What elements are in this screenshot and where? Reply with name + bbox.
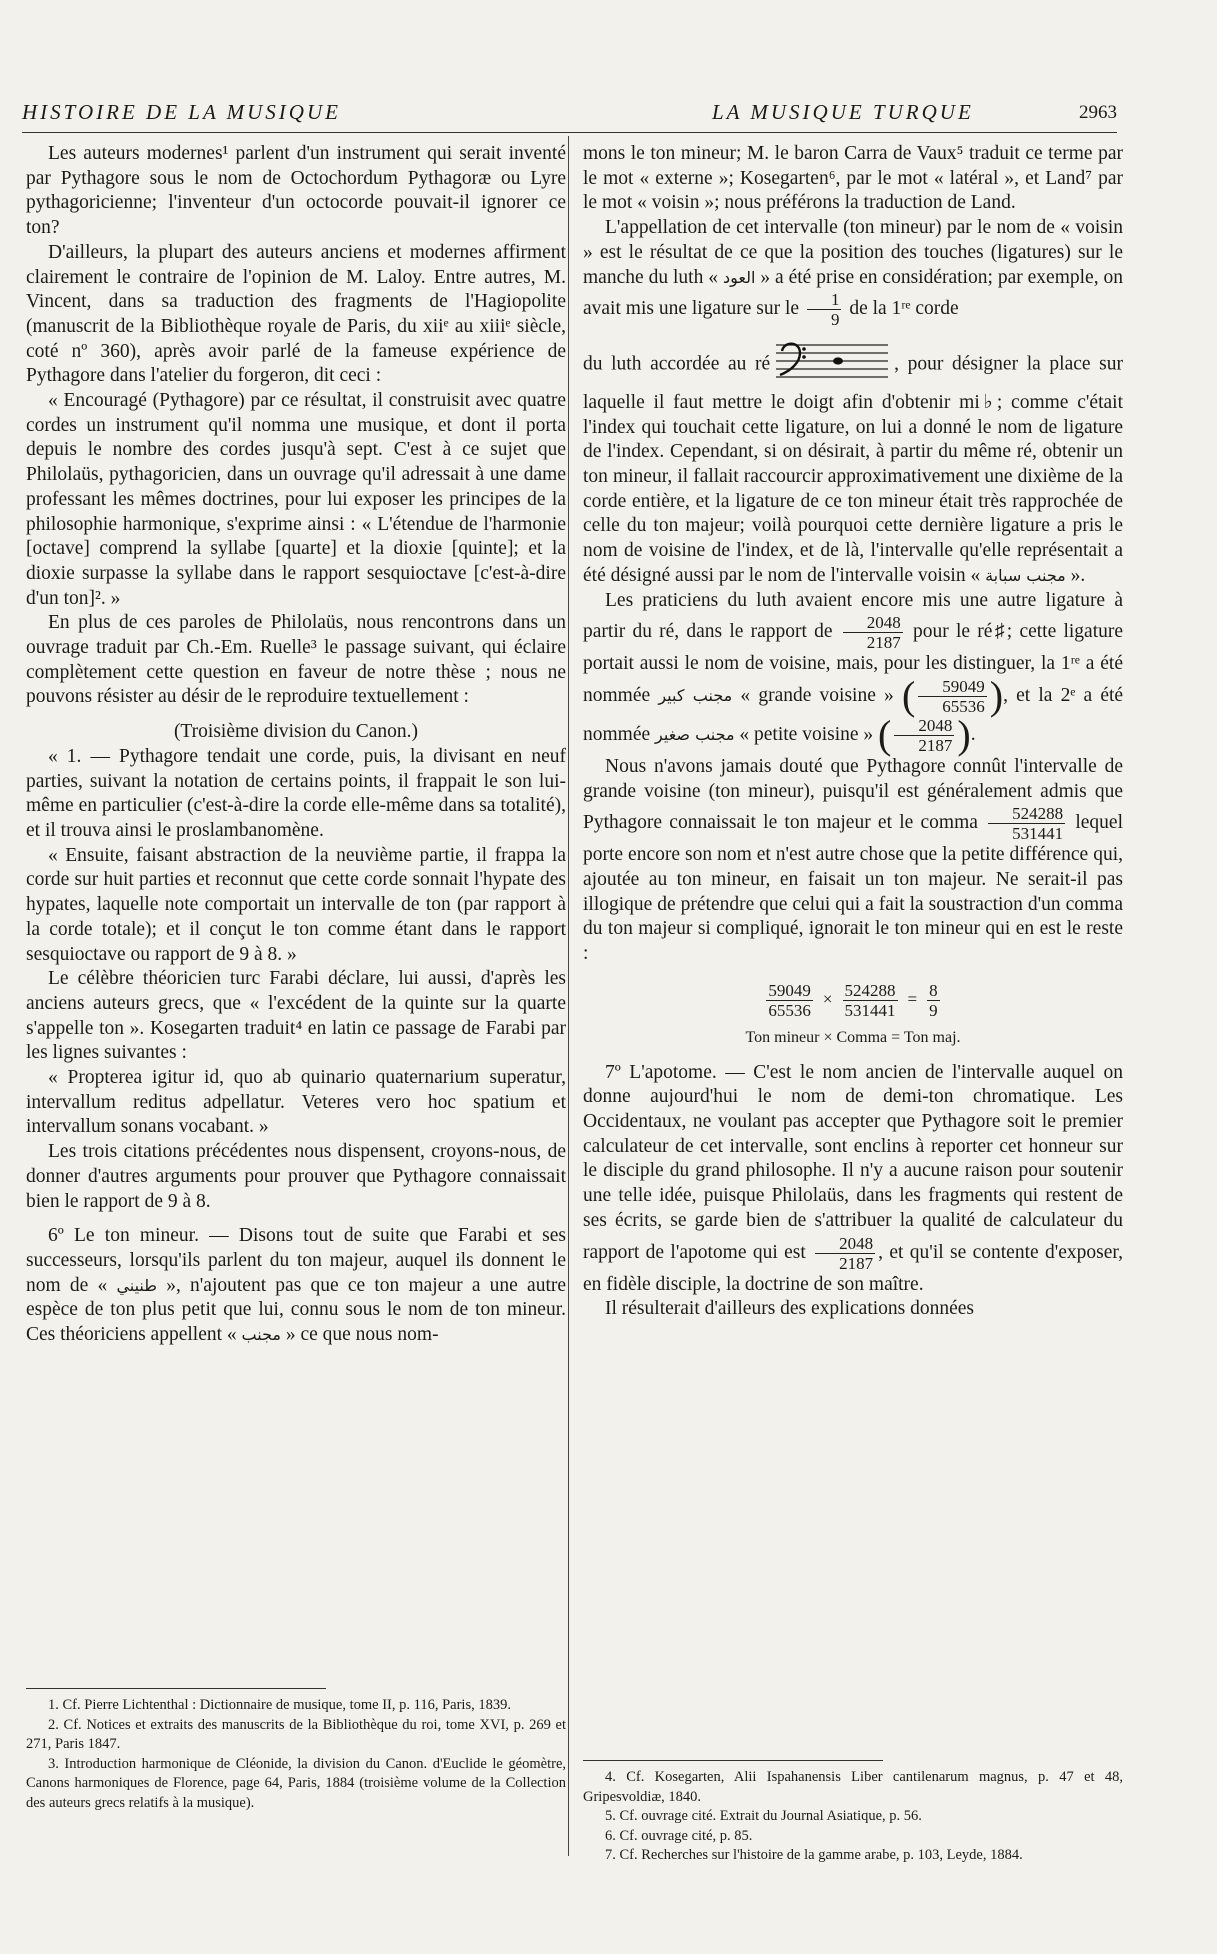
footnote-rule [583,1760,883,1761]
text-run: L'appellation de cet intervalle (ton mineur) par le nom de « voisin » est le résultat de ce que la position des touches (ligatures) sur le manche du luth « [583,217,1123,288]
arabic-term: مجنب سبابة [985,565,1066,585]
header-right-title: LA MUSIQUE TURQUE [712,100,974,124]
denominator: 65536 [768,1000,811,1020]
equation-caption: Ton mineur × Comma = Ton maj. [745,1028,961,1046]
paragraph: Les trois citations précédentes nous dispensent, croyons-nous, de donner d'autres arguments pour prouver que Pythagore connaissait bien le rapport de 9 à 8. [26,1141,566,1212]
denominator: 531441 [844,1000,896,1020]
denominator: 531441 [1012,824,1064,844]
text-run: », n'ajoutent pas que ce ton majeur a une autre espèce de ton plus petit que lui, connu sous le nom de ton mineur. Ces théoriciens appellent « [26,1274,567,1346]
numerator: 59049 [918,677,987,697]
denominator: 9 [830,310,840,330]
fraction [843,981,898,1020]
text-run: , et la 2ᵉ a été nommée [583,684,1124,745]
fraction [766,981,813,1020]
numerator: 2048 [843,613,903,633]
text-run: » a été prise en considération; par exemple, on avait mis une ligature sur le [583,266,1124,320]
text-run: » ce que nous nom- [285,1324,439,1346]
music-staff-icon [776,339,888,391]
footnote: 2. Cf. Notices et extraits des manuscrits de la Bibliothèque du roi, tome XVI, p. 269 et 271, Paris 1847. [26,1716,566,1752]
paren-open: ( [878,712,892,758]
paragraph-comma [583,755,1123,967]
paren-close: ) [989,673,1004,719]
running-header [22,100,1117,134]
paragraph: « Encouragé (Pythagore) par ce résultat, il construisit avec quatre cordes un instrument qu'il nomma une musique, et dont il porta depuis le nombre des cordes jusqu'à sept. C'est à ce sujet que Philolaüs, pythagoricien, dans un ouvrage qu'il adressait à une dame professant les mêmes doctrines, pour lui exposer les principes de la philosophie harmonique, s'exprime ainsi : « L'étendue de l'harmonie [octave] comprend la syllabe [quarte] et la dioxie [quinte]; et la dioxie surpasse la syllabe dans le rapport sesquioctave [c'est-à-dire d'un ton]². » [26,390,566,609]
denominator: 2187 [918,735,953,755]
left-column [26,142,566,1348]
text-run: du luth accordée au ré [583,353,771,375]
header-rule [22,132,1117,133]
paragraph: mons le ton mineur; M. le baron Carra de Vaux⁵ traduit ce terme par le mot « externe »; Kosegarten⁶, par le mot « latéral », et Land⁷ par le mot « voisin »; nous préférons la traduction de Land. [583,143,1123,214]
footnote: 6. Cf. ouvrage cité, p. 85. [605,1827,753,1844]
text-run: « grande voisine » [740,684,894,706]
column-divider [568,136,569,1856]
arabic-term: مجنب [241,1325,281,1345]
text-run: , et qu'il se contente d'exposer, en fidèle disciple, la doctrine de son maître. [583,1241,1124,1295]
equals-sign: = [907,989,918,1009]
denominator: 2187 [839,1253,874,1273]
fraction [927,981,940,1020]
paragraph-praticiens [583,589,1124,758]
numerator: 524288 [988,804,1065,824]
text-run: ». [1070,564,1086,586]
fraction [988,804,1065,843]
footnote: 7. Cf. Recherches sur l'histoire de la gamme arabe, p. 103, Leyde, 1884. [605,1847,1023,1863]
denominator: 9 [929,1000,938,1020]
equation [583,981,1123,1020]
paragraph-appellation [583,216,1123,329]
footnote: 4. Cf. Kosegarten, Alii Ispahanensis Liber cantilenarum magnus, p. 47 et 48, Gripesvoldiæ, 1840. [583,1769,1123,1805]
arabic-term: طنيني [116,1275,157,1295]
right-column [583,142,1123,1322]
numerator: 2048 [894,716,954,736]
right-footnotes [583,1768,1123,1866]
paren-close: ) [957,712,971,758]
text-run: pour le ré♯; cette ligature portait aussi le nom de voisine, mais, pour les distinguer, la 1ʳᵉ a été nommée [583,621,1124,706]
page-number: 2963 [1079,102,1117,123]
numerator: 524288 [844,980,896,1000]
paren-open: ( [901,673,916,719]
text-run: . [970,723,976,745]
section-heading: (Troisième division du Canon.) [173,721,419,743]
denominator: 2187 [866,633,901,653]
text-run: 6º Le ton mineur. — Disons tout de suite que Farabi et ses successeurs, lorsqu'ils parlent du ton majeur, auquel ils donnent le nom de « [26,1225,566,1296]
denominator: 65536 [942,696,985,716]
footnote-rule [26,1688,326,1689]
paragraph: Il résulterait d'ailleurs des explications données [605,1298,975,1320]
paragraph-luth [583,339,1123,588]
text-run: lequel porte encore son nom et n'est autre chose que la petite différence qui, ajoutée au ton mineur, en faisait un ton majeur. Ne serait-il pas illogique de prétendre que celui qui a fait la soustraction d'un comma du ton majeur si compliqué, ignorait le ton mineur qui en est le reste : [583,812,1123,965]
paragraph-apotome [583,1061,1123,1298]
numerator: 8 [929,980,938,1000]
text-run: 7º L'apotome. — C'est le nom ancien de l'intervalle auquel on donne aujourd'hui le nom de demi-ton chromatique. Les Occidentaux, ne voulant pas accepter que Pythagore soit le premier calculateur de cet intervalle, sont enclins à reporter cet honneur sur le disciple du grand philosophe. Il n'y a aucune raison pour soutenir une telle idée, puisque Philolaüs, dans les fragments qui restent de ses écrits, se garde bien de s'attribuer la qualité de calculateur du rapport de l'apotome qui est [583,1061,1123,1263]
paragraph: « Ensuite, faisant abstraction de la neuvième partie, il frappa la corde sur huit parties et reconnut que cette corde sonnait l'hypate des hypates, laquelle note comportait un intervalle de ton (par rapport à la corde totale); et il conçut le ton comme étant dans le rapport sesquioctave ou rapport de 9 à 8. » [26,844,566,965]
arabic-term: مجنب كبير [658,685,733,705]
text-run: Nous n'avons jamais douté que Pythagore connût l'intervalle de grande voisine (ton mineur), puisqu'il est généralement admis que Pythagore connaissait le ton majeur et le comma [583,755,1123,834]
footnote: 1. Cf. Pierre Lichtenthal : Dictionnaire de musique, tome II, p. 116, Paris, 1839. [48,1697,511,1713]
text-run: de la 1ʳᵉ corde [849,298,959,320]
text-run: Les praticiens du luth avaient encore mis une autre ligature à partir du ré, dans le rapport de [583,589,1123,643]
paragraph: Les auteurs modernes¹ parlent d'un instrument qui serait inventé par Pythagore sous le nom de Octochordum Pythagoræ ou Lyre pythagoricienne; l'inventeur d'un octocorde pouvait-il ignorer ce ton? [26,143,566,239]
numerator: 2048 [815,1234,875,1254]
paragraph: « 1. — Pythagore tendait une corde, puis, la divisant en neuf parties, suivant la notation de certains points, il frappait le son lui-même en particulier (c'est-à-dire la corde elle-même dans sa totalité), et il trouva ainsi le proslambanomène. [26,745,566,841]
times-sign: × [822,989,833,1009]
fraction [807,290,842,329]
arabic-term: مجنب صغير [655,724,735,744]
text-run: , pour désigner la place sur laquelle il faut mettre le doigt afin d'obtenir mi♭; comme c'était l'index qui touchait cette ligature, on lui a donné le nom de ligature de l'index. Cependant, si on désirait, à partir du même ré, obtenir un ton mineur, il fallait raccourcir approximativement une dixième de la corde entière, et la ligature de ce ton mineur était très rapprochée de celle du ton majeur; voilà pourquoi cette dernière ligature a pris le nom de voisine de l'index, et de là, l'intervalle qu'elle représentait a été désigné aussi par le nom de l'intervalle voisin « [583,353,1123,586]
paragraph: En plus de ces paroles de Philolaüs, nous rencontrons dans un ouvrage traduit par Ch.-Em. Ruelle³ le passage suivant, qui éclaire complètement cette question en faveur de notre thèse ; nous ne pouvons résister au désir de le reproduire textuellement : [26,612,566,708]
fraction [815,1234,875,1273]
footnote: 3. Introduction harmonique de Cléonide, la division du Canon. d'Euclide le géomètre, Canons harmoniques de Florence, page 64, Paris, 1884 (troisième volume de la Collection des auteurs grecs relatifs à la musique). [26,1755,566,1811]
arabic-term: العود [722,267,756,287]
text-run: « petite voisine » [739,723,874,745]
header-left-title: HISTOIRE DE LA MUSIQUE [22,100,341,124]
numerator: 1 [807,290,842,310]
paragraph: D'ailleurs, la plupart des auteurs anciens et modernes affirment clairement le contraire de l'opinion de M. Laloy. Entre autres, M. Vincent, dans sa traduction des fragments de l'Hagiopolite (manuscrit de la Bibliothèque royale de Paris, du xiiᵉ au xiiiᵉ siècle, coté nº 360), après avoir parlé de la fameuse expérience de Pythagore dans l'atelier du forgeron, dit ceci : [26,241,566,387]
fraction [894,716,954,755]
paragraph: Le célèbre théoricien turc Farabi déclare, lui aussi, d'après les anciens auteurs grecs, que « l'excédent de la quinte sur la quarte s'appelle ton ». Kosegarten traduit⁴ en latin ce passage de Farabi par les lignes suivantes : [26,968,566,1064]
footnote: 5. Cf. ouvrage cité. Extrait du Journal Asiatique, p. 56. [605,1808,922,1824]
numerator: 59049 [768,980,811,1000]
left-footnotes [26,1696,566,1813]
quotation: « Propterea igitur id, quo ab quinario quaternarium superatur, intervallum reditus adpellatur. Veteres vero hoc spatium et intervallum sonans vocabant. » [26,1067,566,1138]
fraction [843,613,903,652]
paragraph-ton-mineur [26,1224,566,1348]
fraction [918,677,987,716]
